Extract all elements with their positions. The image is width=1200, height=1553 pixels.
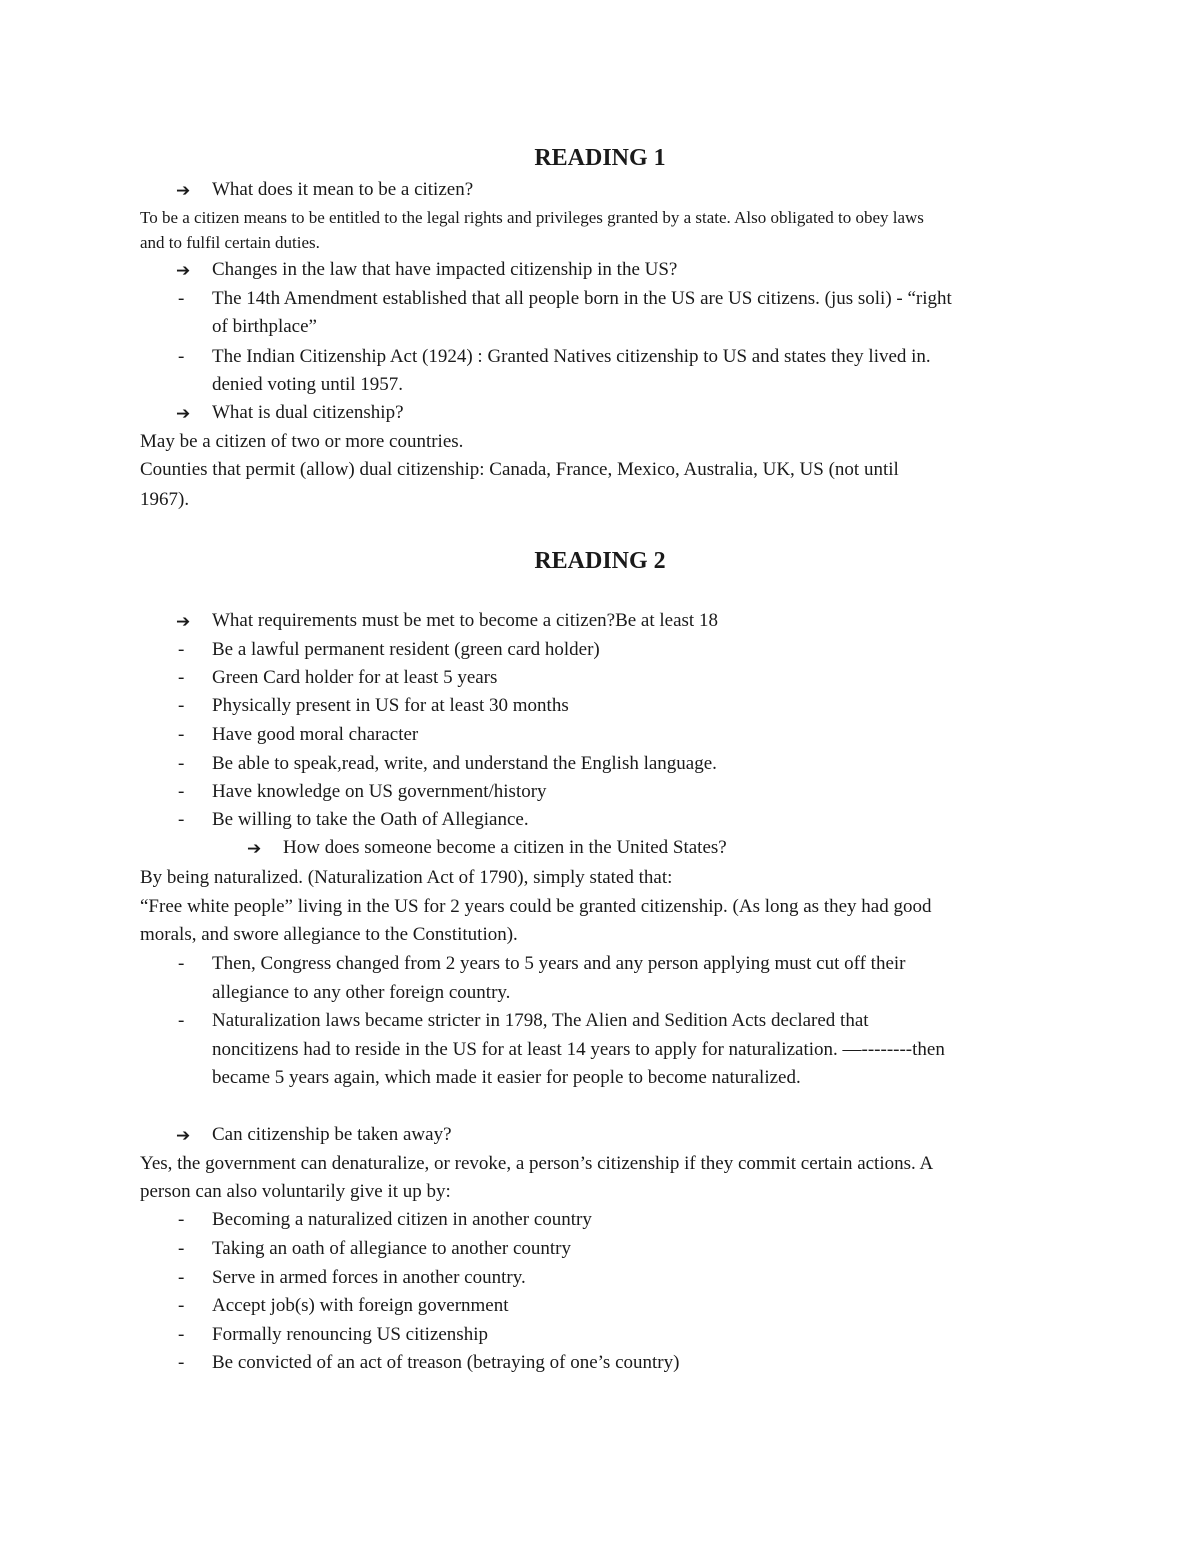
dash-bullet: - [178, 695, 185, 716]
dual-citizenship-answer-line-2: Counties that permit (allow) dual citizenship: Canada, France, Mexico, Australia, UK, US (not until [140, 459, 899, 480]
requirement-item: Be willing to take the Oath of Allegiance. [212, 809, 529, 830]
dual-citizenship-answer-line-1: May be a citizen of two or more countries. [140, 431, 464, 452]
dash-bullet: - [178, 639, 185, 660]
alien-sedition-line-2: noncitizens had to reside in the US for at least 14 years to apply for naturalization. —--------then [212, 1039, 945, 1060]
fourteenth-amendment-line-2: of birthplace” [212, 316, 317, 337]
reading-1-heading: READING 1 [534, 145, 666, 171]
voluntary-item: Accept job(s) with foreign government [212, 1295, 509, 1316]
question-requirements: What requirements must be met to become a citizen?Be at least 18 [212, 610, 718, 631]
congress-change-line-2: allegiance to any other foreign country. [212, 982, 511, 1003]
requirement-item: Have good moral character [212, 724, 419, 745]
requirement-item: Be a lawful permanent resident (green card holder) [212, 639, 600, 660]
dash-bullet: - [178, 953, 185, 974]
dash-bullet: - [178, 667, 185, 688]
dash-bullet: - [178, 724, 185, 745]
dash-bullet: - [178, 753, 185, 774]
arrow-bullet-icon: ➔ [176, 261, 191, 281]
question-taken-away: Can citizenship be taken away? [212, 1124, 452, 1145]
arrow-bullet-icon: ➔ [176, 1126, 191, 1146]
answer-citizen-line-2: and to fulfil certain duties. [140, 233, 320, 252]
arrow-bullet-icon: ➔ [176, 404, 191, 424]
dash-bullet: - [178, 809, 185, 830]
dash-bullet: - [178, 1295, 185, 1316]
congress-change-line-1: Then, Congress changed from 2 years to 5 years and any person applying must cut off their [212, 953, 906, 974]
question-dual-citizenship: What is dual citizenship? [212, 402, 404, 423]
dash-bullet: - [178, 288, 185, 309]
dash-bullet: - [178, 1352, 185, 1373]
reading-2-heading: READING 2 [534, 548, 666, 574]
dash-bullet: - [178, 346, 185, 367]
fourteenth-amendment-line-1: The 14th Amendment established that all people born in the US are US citizens. (jus soli) - “right [212, 288, 952, 309]
dash-bullet: - [178, 1324, 185, 1345]
dash-bullet: - [178, 1010, 185, 1031]
question-what-is-citizen: What does it mean to be a citizen? [212, 179, 474, 200]
voluntary-item: Taking an oath of allegiance to another country [212, 1238, 572, 1259]
answer-citizen-line-1: To be a citizen means to be entitled to the legal rights and privileges granted by a state. Also obligated to obey laws [140, 208, 924, 227]
voluntary-item: Serve in armed forces in another country. [212, 1267, 526, 1288]
dash-bullet: - [178, 1267, 185, 1288]
voluntary-item: Be convicted of an act of treason (betraying of one’s country) [212, 1352, 680, 1373]
dash-bullet: - [178, 781, 185, 802]
naturalization-answer-line-1: By being naturalized. (Naturalization Act of 1790), simply stated that: [140, 867, 673, 888]
requirement-item: Have knowledge on US government/history [212, 781, 547, 802]
denaturalize-answer-line-2: person can also voluntarily give it up by: [140, 1181, 451, 1202]
dash-bullet: - [178, 1238, 185, 1259]
naturalization-answer-line-2: “Free white people” living in the US for 2 years could be granted citizenship. (As long as they had good [140, 896, 932, 917]
dual-citizenship-answer-line-3: 1967). [140, 489, 190, 510]
arrow-bullet-icon: ➔ [176, 612, 191, 632]
arrow-bullet-icon: ➔ [247, 839, 262, 859]
alien-sedition-line-3: became 5 years again, which made it easier for people to become naturalized. [212, 1067, 801, 1088]
indian-citizenship-act-line-2: denied voting until 1957. [212, 374, 404, 395]
voluntary-item: Becoming a naturalized citizen in another country [212, 1209, 592, 1230]
question-how-become-citizen: How does someone become a citizen in the United States? [283, 837, 727, 858]
question-law-changes: Changes in the law that have impacted citizenship in the US? [212, 259, 678, 280]
requirement-item: Be able to speak,read, write, and understand the English language. [212, 753, 717, 774]
requirement-item: Physically present in US for at least 30 months [212, 695, 569, 716]
naturalization-answer-line-3: morals, and swore allegiance to the Constitution). [140, 924, 518, 945]
dash-bullet: - [178, 1209, 185, 1230]
indian-citizenship-act-line-1: The Indian Citizenship Act (1924) : Granted Natives citizenship to US and states they lived in. [212, 346, 931, 367]
requirement-item: Green Card holder for at least 5 years [212, 667, 498, 688]
voluntary-item: Formally renouncing US citizenship [212, 1324, 488, 1345]
denaturalize-answer-line-1: Yes, the government can denaturalize, or revoke, a person’s citizenship if they commit certain actions. A [140, 1153, 934, 1174]
arrow-bullet-icon: ➔ [176, 181, 191, 201]
alien-sedition-line-1: Naturalization laws became stricter in 1798, The Alien and Sedition Acts declared that [212, 1010, 869, 1031]
